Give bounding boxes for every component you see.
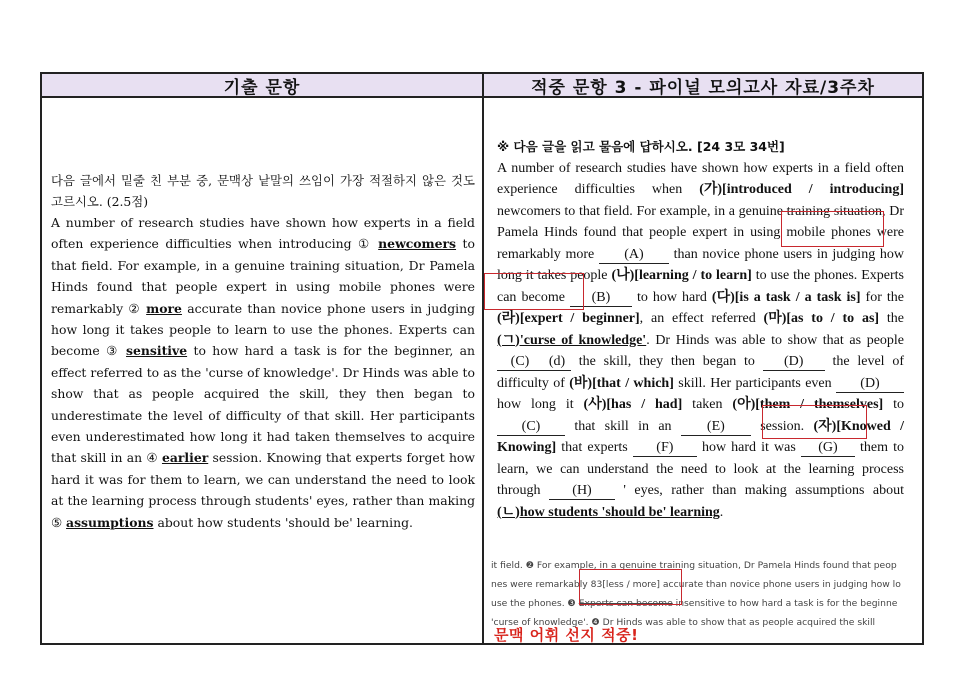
passage-text: them to learn, we can understand the need to look at the learning process through — [497, 440, 904, 498]
snippet-line: it field. ❷ For example, in a genuine training situation, Dr Pamela Hinds found that peop — [491, 560, 897, 571]
passage-text: newcomers to that field. For example, in a genuine training situation, Dr Pamela Hinds found that people expert in using mobile phones were remarkably more — [497, 203, 904, 262]
footnote-label: 문맥 어휘 선지 적중! — [494, 626, 639, 644]
snippet-line: 'curse of knowledge'. ❹ Dr Hinds was able to show that as people acquired the skill — [491, 617, 876, 628]
passage-text: for the — [860, 289, 904, 305]
blank-b: (B) — [570, 290, 632, 307]
passage-text: taken — [682, 397, 733, 412]
blank-f: (F) — [633, 440, 697, 457]
passage-text: A number of research studies have shown how experts in a field often experience difficulties when — [497, 160, 904, 197]
passage-text: the — [879, 311, 904, 326]
blank-d: (D) — [763, 354, 825, 371]
choice-bracket: (가)[introduced / introducing] — [699, 182, 904, 197]
blank-g: (G) — [801, 440, 855, 457]
blank-h: (H) — [549, 483, 615, 500]
blank-d: (D) — [836, 376, 904, 393]
choice-bracket: (아)[them / themselves] — [732, 397, 884, 412]
passage-text: that skill in an — [565, 418, 681, 434]
passage-text: than novice phone users in judging how long it takes people — [497, 246, 905, 283]
passage-text: how long it — [497, 397, 584, 412]
highlight-box-had-taken — [762, 405, 867, 439]
passage-text: to how hard a task is for the beginner, an effect referred to as the 'curse of knowledge'. Dr Hinds was able to show that as people acquired the skill, they then began to underestimate the level of difficulty of that skill. Her participants even underestimated how long it had taken themselves to acquire that skill in an ④ — [51, 343, 475, 466]
passage-text: . Dr Hinds was able to show that as people — [646, 332, 905, 348]
blank-e: (E) — [681, 419, 751, 436]
right-header: 적중 문항 3 - 파이널 모의고사 자료/3주차 — [484, 74, 922, 98]
choice-bracket: (마)[as to / to as] — [763, 311, 880, 326]
highlight-box-more — [579, 569, 682, 605]
passage-text: ' eyes, rather than making assumptions about — [615, 483, 905, 498]
highlight-box-expert — [781, 211, 884, 247]
column-divider — [482, 72, 484, 645]
snippet-strikethrough: Experts can become — [578, 598, 673, 609]
snippet-line — [491, 575, 916, 594]
underlined-choice-4: earlier — [161, 450, 209, 466]
passage-text: the level of difficulty of — [497, 354, 904, 391]
choice-bracket: (다)[is a task / a task is] — [711, 289, 861, 305]
passage-text: accurate than novice phone users in judging how long it takes people to learn to use the phones. Experts can become ③ — [51, 300, 475, 359]
choice-bracket: (자)[Knowed / Knowing] — [497, 418, 905, 455]
passage-text: session. Knowing that experts forget how hard it was for them to learn, we can understand the need to look at the learning process through students' eyes, rather than making ⑤ — [51, 450, 475, 530]
underlined-phrase: (ㄱ)'curse of knowledge' — [497, 332, 647, 348]
passage-text: to that field. For example, in a genuine training situation, Dr Pamela Hinds found that people expert in using mobile phones were remarkably ② — [51, 236, 475, 316]
blank-c: (C) — [497, 354, 543, 371]
original-question-passage — [51, 170, 475, 533]
passage-text: to use the phones. Experts can become — [497, 268, 904, 305]
passage-text: skill. Her participants even — [673, 375, 836, 391]
passage-text: about how students 'should be' learning. — [153, 514, 413, 530]
snippet-line — [491, 594, 916, 613]
underlined-choice-2: more — [146, 300, 182, 316]
passage-text: , an effect referred — [639, 311, 764, 326]
snippet-choice: 83[less / more] — [590, 579, 660, 590]
snippet-text: insensitive to how hard a task is for the beginne — [672, 598, 898, 609]
underlined-choice-1: newcomers — [378, 236, 457, 252]
passage-text: that experts — [556, 440, 633, 455]
underlined-choice-3: sensitive — [126, 343, 188, 359]
highlight-box-to-learn — [484, 273, 584, 310]
underlined-phrase: (ㄴ)how students 'should be' learning — [497, 504, 720, 520]
question-instruction: 다음 글에서 밑줄 친 부분 중, 문맥상 낱말의 쓰임이 가장 적절하지 않은 것도 고르시오. (2.5점) — [51, 173, 475, 209]
answer-key-snippet — [491, 556, 916, 628]
choice-bracket: (바)[that / which] — [569, 375, 674, 391]
choice-bracket: (나)[learning / to learn] — [611, 268, 752, 283]
blank-a: (A) — [599, 247, 669, 264]
predicted-question-passage — [497, 136, 904, 523]
underlined-choice-5: assumptions — [66, 514, 154, 530]
snippet-text: nes were remarkably — [491, 579, 591, 590]
passage-text: session. — [750, 418, 814, 434]
passage-text: A number of research studies have shown how experts in a field often experience difficulties when introducing ① — [51, 215, 475, 252]
left-header: 기출 문항 — [42, 74, 482, 98]
passage-text: . — [719, 504, 724, 520]
choice-bracket: (라)[expert / beginner] — [497, 311, 640, 326]
blank-c: (C) — [497, 419, 565, 436]
snippet-text: accurate than novice phone users in judging how lo — [660, 579, 901, 590]
passage-text: the skill, they then began to — [571, 354, 763, 369]
blank-d-lower: (d) — [543, 354, 571, 371]
passage-text: to — [883, 397, 904, 412]
passage-text: to how hard — [631, 289, 712, 305]
choice-bracket: (사)[has / had] — [583, 397, 683, 412]
question-heading: ※ 다음 글을 읽고 물음에 답하시오. [24 3모 34번] — [497, 139, 785, 154]
passage-text: how hard it was — [696, 440, 801, 455]
snippet-text: use the phones. ❸ — [491, 598, 579, 609]
